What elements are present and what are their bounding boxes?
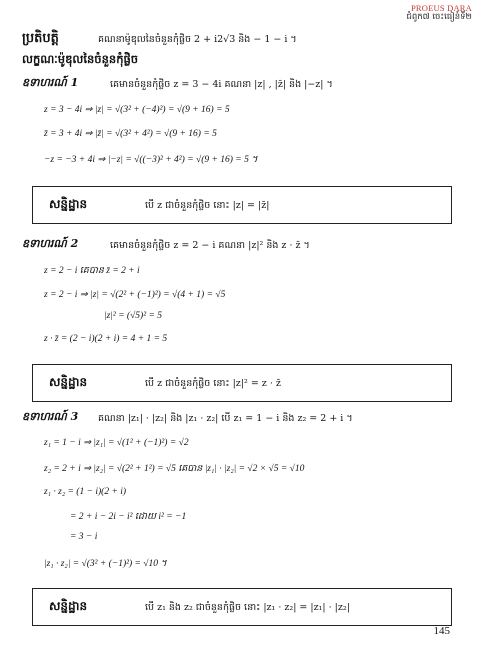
exercise-label: ប្រតិបត្តិ [22, 31, 59, 46]
example3-line-3: z₁ · z₂ = (1 − i)(2 + i) [44, 487, 127, 497]
conclusion-label: សន្និដ្ឋាន [49, 375, 88, 389]
conclusion-text: បើ z₁ និង z₂ ជាចំនួនកុំផ្លិច នោះ |z₁ · z₂| = |z₁| · |z₂| [145, 602, 350, 613]
example2-line-1: z = 2 − i គេបាន z̄ = 2 + i [44, 266, 140, 276]
example2-title: ឧទាហរណ៍ 2 [22, 237, 79, 250]
example3-line-2: z₂ = 2 + i ⇒ |z₂| = √(2² + 1²) = √5 គេបាន |z₁| · |z₂| = √2 × √5 = √10 [44, 464, 305, 474]
conclusion-label: សន្និដ្ឋាន [49, 197, 88, 211]
conclusion-box-1 [32, 186, 452, 224]
brand-label: PROEUS DARA [410, 3, 472, 13]
example2-line-4: z · z̄ = (2 − i)(2 + i) = 4 + 1 = 5 [44, 334, 168, 344]
property-title: លក្ខណៈម៉ូឌុលនៃចំនួនកុំផ្លិច [22, 52, 139, 66]
page-number: 145 [433, 625, 450, 637]
example1-title: ឧទាហរណ៍ 1 [22, 76, 79, 89]
example3-line-4: = 2 + i − 2i − i² ដោយ i² = −1 [70, 512, 187, 522]
example3-line-1: z₁ = 1 − i ⇒ |z₁| = √(1² + (−1)²) = √2 [44, 438, 189, 448]
conclusion-box-2 [32, 364, 452, 402]
example2-line-2: z = 2 − i ⇒ |z| = √(2² + (−1)²) = √(4 + 1) = √5 [44, 290, 226, 300]
conclusion-label: សន្និដ្ឋាន [49, 599, 88, 613]
example3-prompt: គណនា |z₁| · |z₂| និង |z₁ · z₂| បើ z₁ = 1 − i និង z₂ = 2 + i ។ [98, 413, 353, 424]
example2-line-3: |z|² = (√5)² = 5 [104, 311, 162, 321]
example1-prompt: គេមានចំនួនកុំផ្លិច z = 3 − 4i គណនា |z| , |z̄| និង |−z| ។ [110, 79, 333, 90]
example1-line-3: −z = −3 + 4i ⇒ |−z| = √((−3)² + 4²) = √(9 + 16) = 5 ។ [44, 155, 258, 165]
example3-title: ឧទាហរណ៍ 3 [22, 410, 79, 423]
example3-line-5: = 3 − i [70, 532, 98, 542]
conclusion-box-3 [32, 588, 452, 626]
exercise-text: គណនាម៉ូឌុលនៃចំនួនកុំផ្លិច 2 + i2√3 និង − 1 − i ។ [98, 34, 297, 45]
conclusion-text: បើ z ជាចំនួនកុំផ្លិច នោះ |z| = |z̄| [145, 200, 270, 211]
example1-line-2: z̄ = 3 + 4i ⇒ |z̄| = √(3² + 4²) = √(9 + 16) = 5 [44, 129, 217, 139]
example1-line-1: z = 3 − 4i ⇒ |z| = √(3² + (−4)²) = √(9 + 16) = 5 [44, 105, 230, 115]
conclusion-text: បើ z ជាចំនួនកុំផ្លិច នោះ |z|² = z · z̄ [145, 378, 281, 389]
chapter-label: ជំពូក៧ ចេះធៀនំទី២ [406, 12, 472, 22]
example2-prompt: គេមានចំនួនកុំផ្លិច z = 2 − i គណនា |z|² និង z · z̄ ។ [110, 240, 310, 251]
example3-line-6: |z₁ · z₂| = √(3² + (−1)²) = √10 ។ [44, 559, 167, 569]
